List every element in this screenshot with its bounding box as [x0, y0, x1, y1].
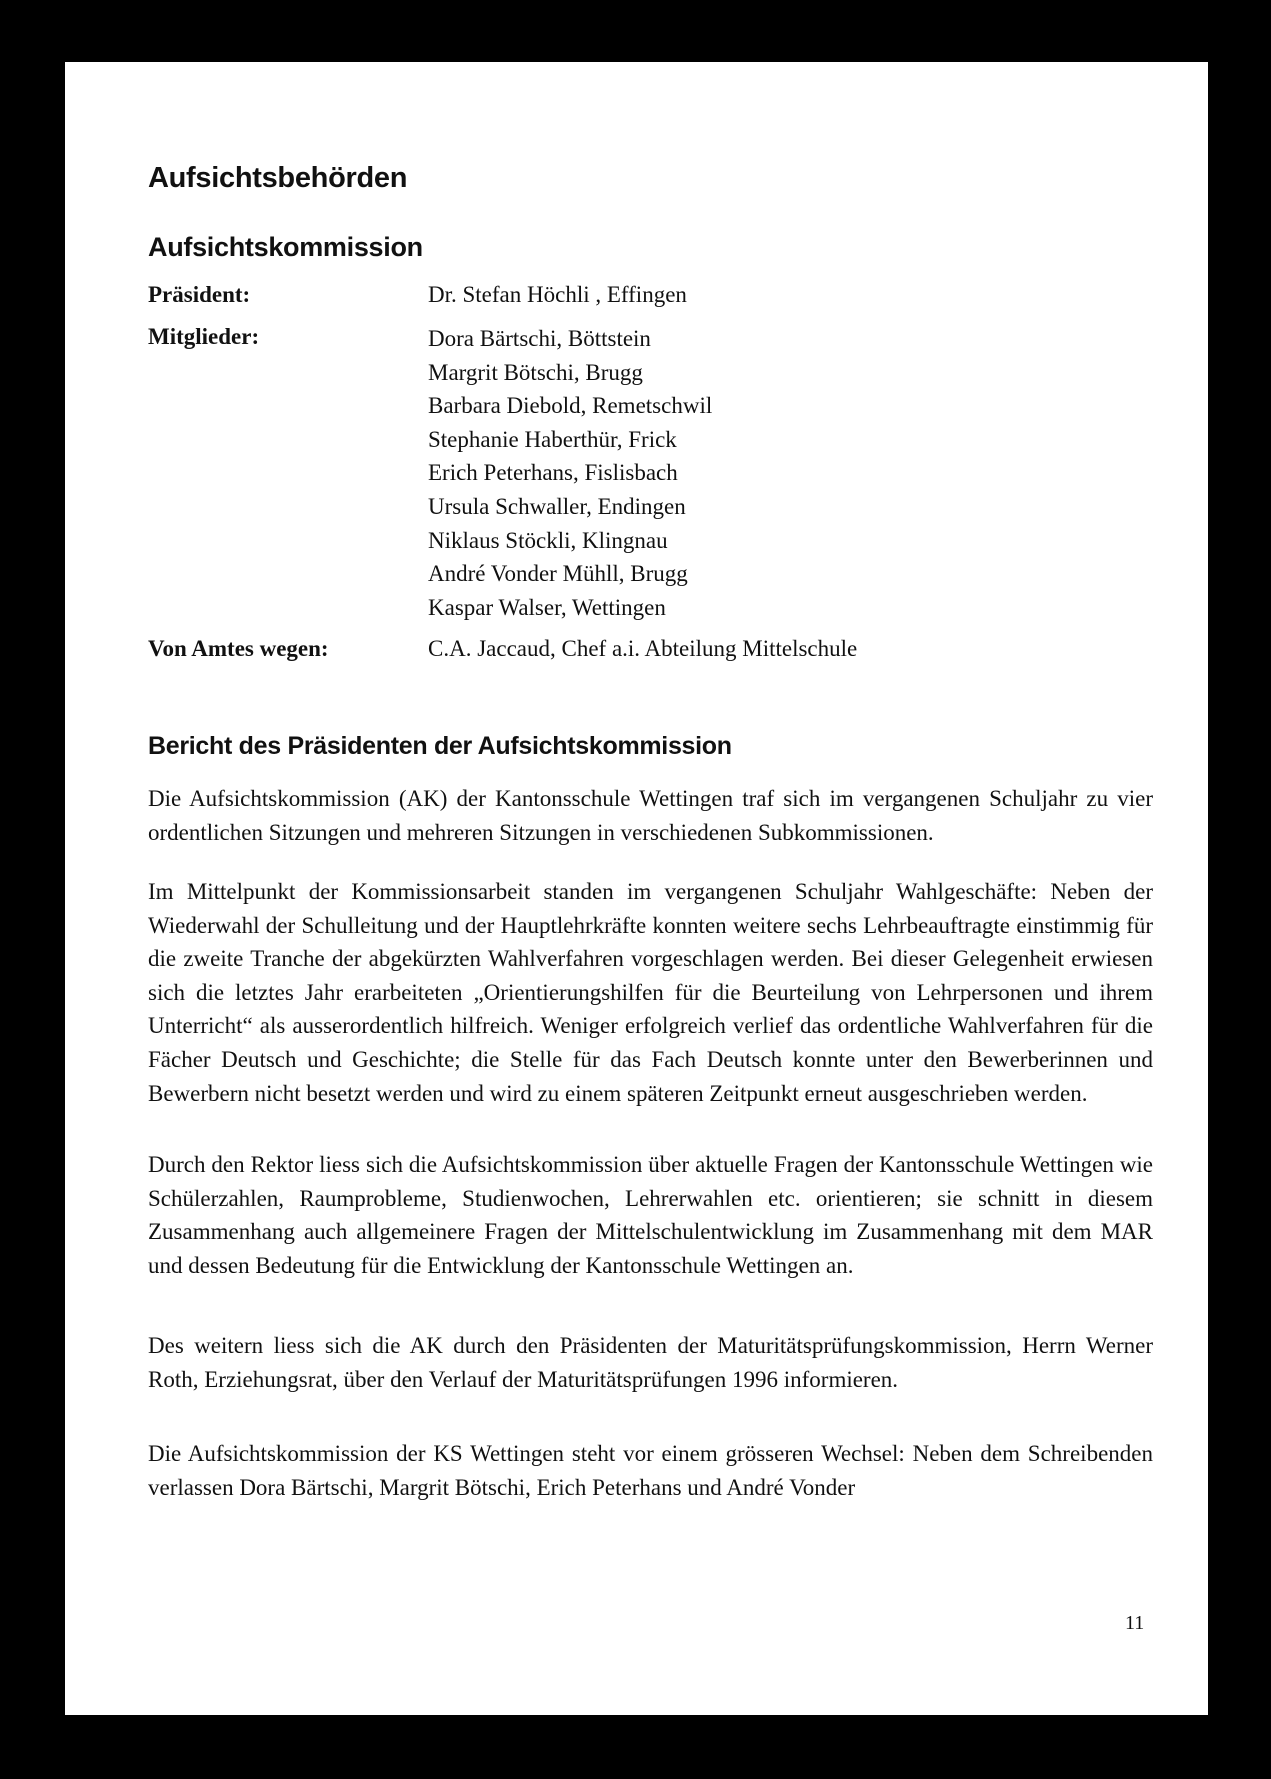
member-item: Barbara Diebold, Remetschwil — [428, 393, 713, 419]
ex-officio-label: Von Amtes wegen: — [148, 636, 329, 661]
document-page — [65, 62, 1208, 1715]
members-list — [428, 322, 712, 624]
member-item: Stephanie Haberthür, Frick — [428, 426, 677, 452]
page-number: 11 — [1125, 1612, 1145, 1634]
member-item: André Vonder Mühll, Brugg — [428, 561, 688, 587]
report-paragraph: Des weitern liess sich die AK durch den Präsidenten der Maturitätsprüfungskommission, Herrn Werner Roth, Erziehungsrat, über den Verlauf der Maturitätsprüfungen 1996 informieren. — [148, 1333, 1153, 1392]
report-paragraph: Die Aufsichtskommission der KS Wettingen steht vor einem grösseren Wechsel: Neben dem Schreibenden verlassen Dora Bärtschi, Margrit Bötschi, Erich Peterhans und André Vonder — [148, 1441, 1153, 1500]
report-paragraph: Durch den Rektor liess sich die Aufsichtskommission über aktuelle Fragen der Kantonsschule Wettingen wie Schülerzahlen, Raumprobleme, Studienwochen, Lehrerwahlen etc. orientieren; sie schnitt in diesem Zusammenhang auch allgemeinere Fragen der Mittelschulentwicklung im Zusammenhang mit dem MAR und dessen Bedeutung für die Entwicklung der Kantonsschule Wettingen an. — [148, 1152, 1153, 1278]
president-name: Dr. Stefan Höchli , Effingen — [428, 282, 687, 307]
members-label: Mitglieder: — [148, 324, 260, 349]
ex-officio-name: C.A. Jaccaud, Chef a.i. Abteilung Mittelschule — [428, 636, 858, 661]
member-item: Dora Bärtschi, Böttstein — [428, 326, 651, 351]
member-item: Kaspar Walser, Wettingen — [428, 594, 666, 620]
report-heading: Bericht des Präsidenten der Aufsichtskommission — [148, 732, 732, 760]
member-item: Erich Peterhans, Fislisbach — [428, 460, 678, 486]
report-paragraph: Die Aufsichtskommission (AK) der Kantonsschule Wettingen traf sich im vergangenen Schuljahr zu vier ordentlichen Sitzungen und mehreren Sitzungen in verschiedenen Subkommissionen. — [148, 786, 1153, 845]
report-paragraph: Im Mittelpunkt der Kommissionsarbeit standen im vergangenen Schuljahr Wahlgeschäfte: Neben der Wiederwahl der Schulleitung und der Hauptlehrkräfte konnten weitere sechs Lehrbeauftragte einstimmig für die zweite Tranche der abgekürzten Wahlverfahren vorgeschlagen werden. Bei dieser Gelegenheit erwiesen sich die letztes Jahr erarbeiteten „Orientierungshilfen für die Beurteilung von Lehrpersonen und ihrem Unterricht“ als ausserordentlich hilfreich. Weniger erfolgreich verlief das ordentliche Wahlverfahren für die Fächer Deutsch und Geschichte; die Stelle für das Fach Deutsch konnte unter den Bewerberinnen und Bewerbern nicht besetzt werden und wird zu einem späteren Zeitpunkt erneut ausgeschrieben werden. — [148, 879, 1153, 1106]
president-label: Präsident: — [148, 282, 251, 307]
page-title: Aufsichtsbehörden — [148, 162, 408, 194]
member-item: Margrit Bötschi, Brugg — [428, 359, 643, 385]
member-item: Niklaus Stöckli, Klingnau — [428, 527, 668, 553]
member-item: Ursula Schwaller, Endingen — [428, 493, 686, 519]
commission-heading: Aufsichtskommission — [148, 232, 423, 262]
